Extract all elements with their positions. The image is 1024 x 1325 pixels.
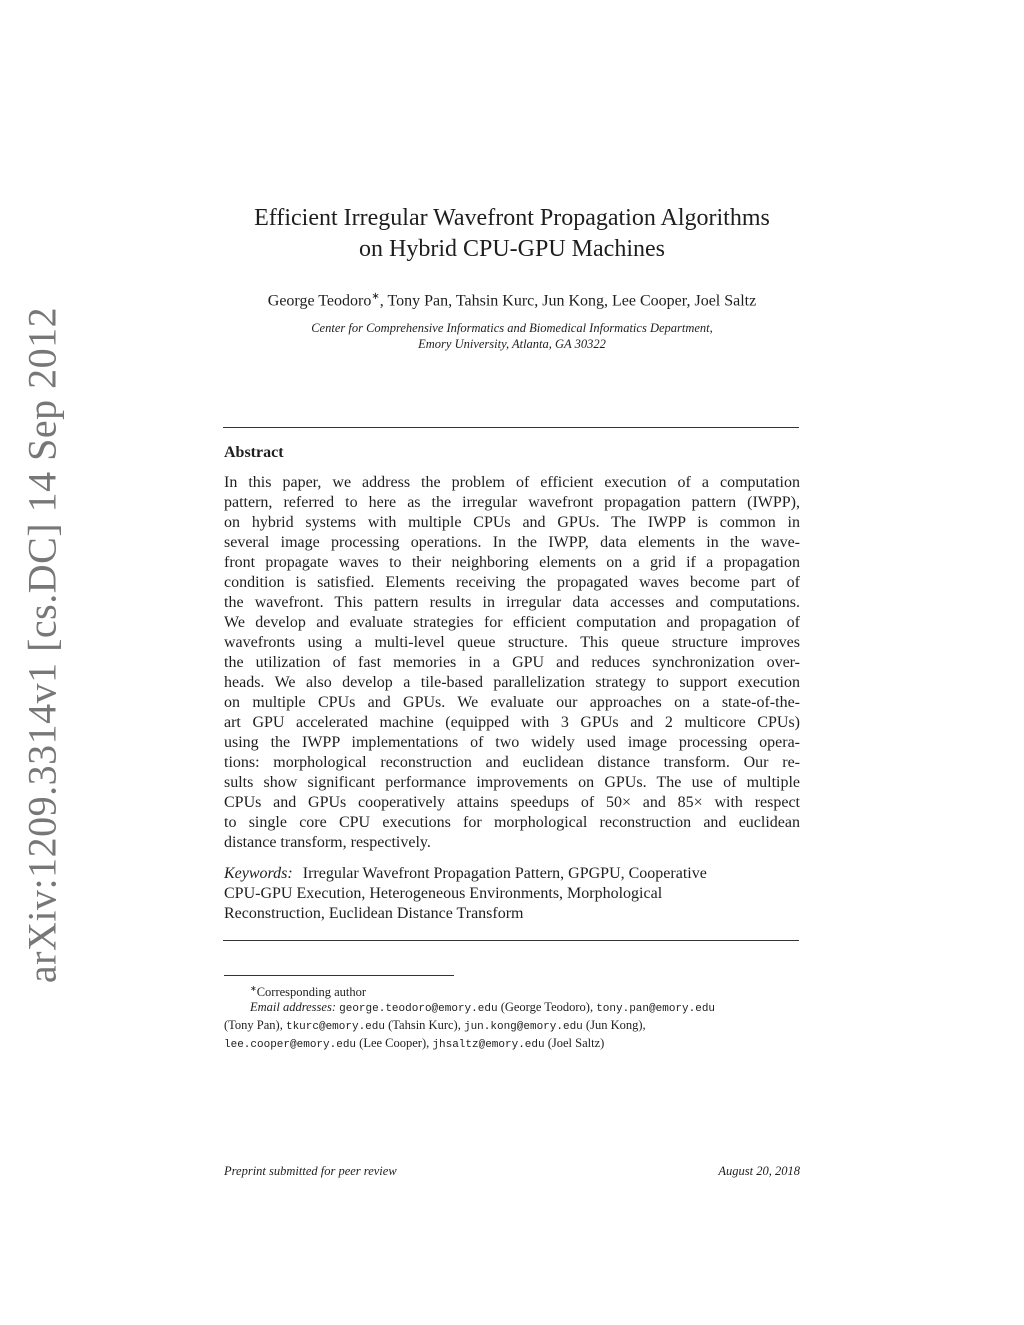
abstract-line: CPUs and GPUs cooperatively attains speedups of 50× and 85× with respect bbox=[224, 794, 800, 811]
keywords-text-1: Irregular Wavefront Propagation Pattern, GPGPU, Cooperative bbox=[302, 865, 707, 882]
email-owner: (Tahsin Kurc), bbox=[388, 1018, 461, 1032]
affiliation-line-2: Emory University, Atlanta, GA 30322 bbox=[418, 337, 606, 351]
footnote-mark: ∗ bbox=[250, 984, 257, 993]
title-line-2: on Hybrid CPU-GPU Machines bbox=[359, 236, 665, 262]
email-addresses-label: Email addresses: bbox=[250, 1000, 336, 1014]
abstract-line: front propagate waves to their neighboring elements on a grid if a propagation bbox=[224, 554, 800, 571]
abstract-line: condition is satisfied. Elements receiving the propagated waves become part of bbox=[224, 574, 800, 591]
footnote-email-line-3 bbox=[224, 1034, 804, 1052]
abstract-line: the utilization of fast memories in a GPU and reduces synchronization over- bbox=[224, 654, 800, 671]
abstract-line: to single core CPU executions for morphological reconstruction and euclidean bbox=[224, 814, 800, 831]
email-owner: (George Teodoro), bbox=[500, 1000, 594, 1014]
arxiv-identifier-stamp: arXiv:1209.3314v1 [cs.DC] 14 Sep 2012 bbox=[19, 306, 65, 984]
affiliation-line-1: Center for Comprehensive Informatics and Biomedical Informatics Department, bbox=[311, 321, 713, 335]
email-link[interactable]: tony.pan@emory.edu bbox=[596, 1003, 716, 1015]
preprint-note: Preprint submitted for peer review bbox=[224, 1164, 397, 1178]
abstract-line: the wavefront. This pattern results in irregular data accesses and computations. bbox=[224, 594, 800, 611]
abstract-line: several image processing operations. In the IWPP, data elements in the wave- bbox=[224, 534, 800, 551]
corresponding-author-label: Corresponding author bbox=[256, 985, 367, 1000]
abstract-line: In this paper, we address the problem of efficient execution of a computation bbox=[224, 474, 800, 491]
abstract-line: heads. We also develop a tile-based parallelization strategy to support execution bbox=[224, 674, 800, 691]
email-link[interactable]: jhsaltz@emory.edu bbox=[432, 1039, 545, 1051]
footnote bbox=[224, 980, 804, 1052]
corresponding-mark: ∗ bbox=[371, 291, 380, 302]
abstract-body bbox=[224, 473, 800, 853]
paper-title bbox=[200, 203, 824, 265]
abstract-line: using the IWPP implementations of two widely used image processing opera- bbox=[224, 734, 800, 751]
footnote-email-line-1 bbox=[224, 998, 804, 1016]
keywords-label: Keywords: bbox=[224, 865, 293, 882]
abstract-bottom-rule bbox=[223, 940, 799, 941]
abstract-line: on hybrid systems with multiple CPUs and GPUs. The IWPP is common in bbox=[224, 514, 800, 531]
email-link[interactable]: jun.kong@emory.edu bbox=[463, 1021, 583, 1033]
email-owner: (Lee Cooper), bbox=[359, 1036, 430, 1050]
email-owner: (Tony Pan), bbox=[224, 1018, 283, 1032]
abstract-line: sults show significant performance improvements on GPUs. The use of multiple bbox=[224, 774, 800, 791]
author-corresponding: George Teodoro bbox=[267, 292, 372, 310]
keywords-line-2: CPU-GPU Execution, Heterogeneous Environments, Morphological bbox=[224, 885, 663, 902]
keywords-line-1 bbox=[224, 864, 800, 884]
footnote-rule bbox=[224, 975, 454, 976]
email-link[interactable]: george.teodoro@emory.edu bbox=[339, 1003, 498, 1015]
author-others: , Tony Pan, Tahsin Kurc, Jun Kong, Lee Cooper, Joel Saltz bbox=[379, 292, 757, 310]
abstract-line: We develop and evaluate strategies for efficient computation and propagation of bbox=[224, 614, 800, 631]
abstract-line: wavefronts using a multi-level queue structure. This queue structure improves bbox=[224, 634, 800, 651]
keywords-line-3: Reconstruction, Euclidean Distance Transform bbox=[224, 905, 524, 922]
abstract-line: tions: morphological reconstruction and euclidean distance transform. Our re- bbox=[224, 754, 800, 771]
keywords bbox=[224, 864, 800, 924]
footnote-corresponding bbox=[224, 980, 804, 998]
email-owner: (Joel Saltz) bbox=[547, 1036, 605, 1050]
abstract-line: pattern, referred to here as the irregular wavefront propagation pattern (IWPP), bbox=[224, 494, 800, 511]
abstract-line: art GPU accelerated machine (equipped with 3 GPUs and 2 multicore CPUs) bbox=[224, 714, 800, 731]
abstract-top-rule bbox=[223, 427, 799, 428]
preprint-date: August 20, 2018 bbox=[718, 1164, 800, 1178]
footnote-email-line-2 bbox=[224, 1016, 804, 1034]
email-link[interactable]: tkurc@emory.edu bbox=[285, 1021, 385, 1033]
affiliation bbox=[200, 320, 824, 352]
email-owner: (Jun Kong), bbox=[585, 1018, 646, 1032]
abstract-heading: Abstract bbox=[224, 444, 284, 461]
title-line-1: Efficient Irregular Wavefront Propagation Algorithms bbox=[254, 205, 770, 231]
email-link[interactable]: lee.cooper@emory.edu bbox=[224, 1039, 357, 1051]
abstract-line: distance transform, respectively. bbox=[224, 834, 431, 851]
abstract-line: on multiple CPUs and GPUs. We evaluate our approaches on a state-of-the- bbox=[224, 694, 800, 711]
author-list bbox=[200, 291, 824, 310]
